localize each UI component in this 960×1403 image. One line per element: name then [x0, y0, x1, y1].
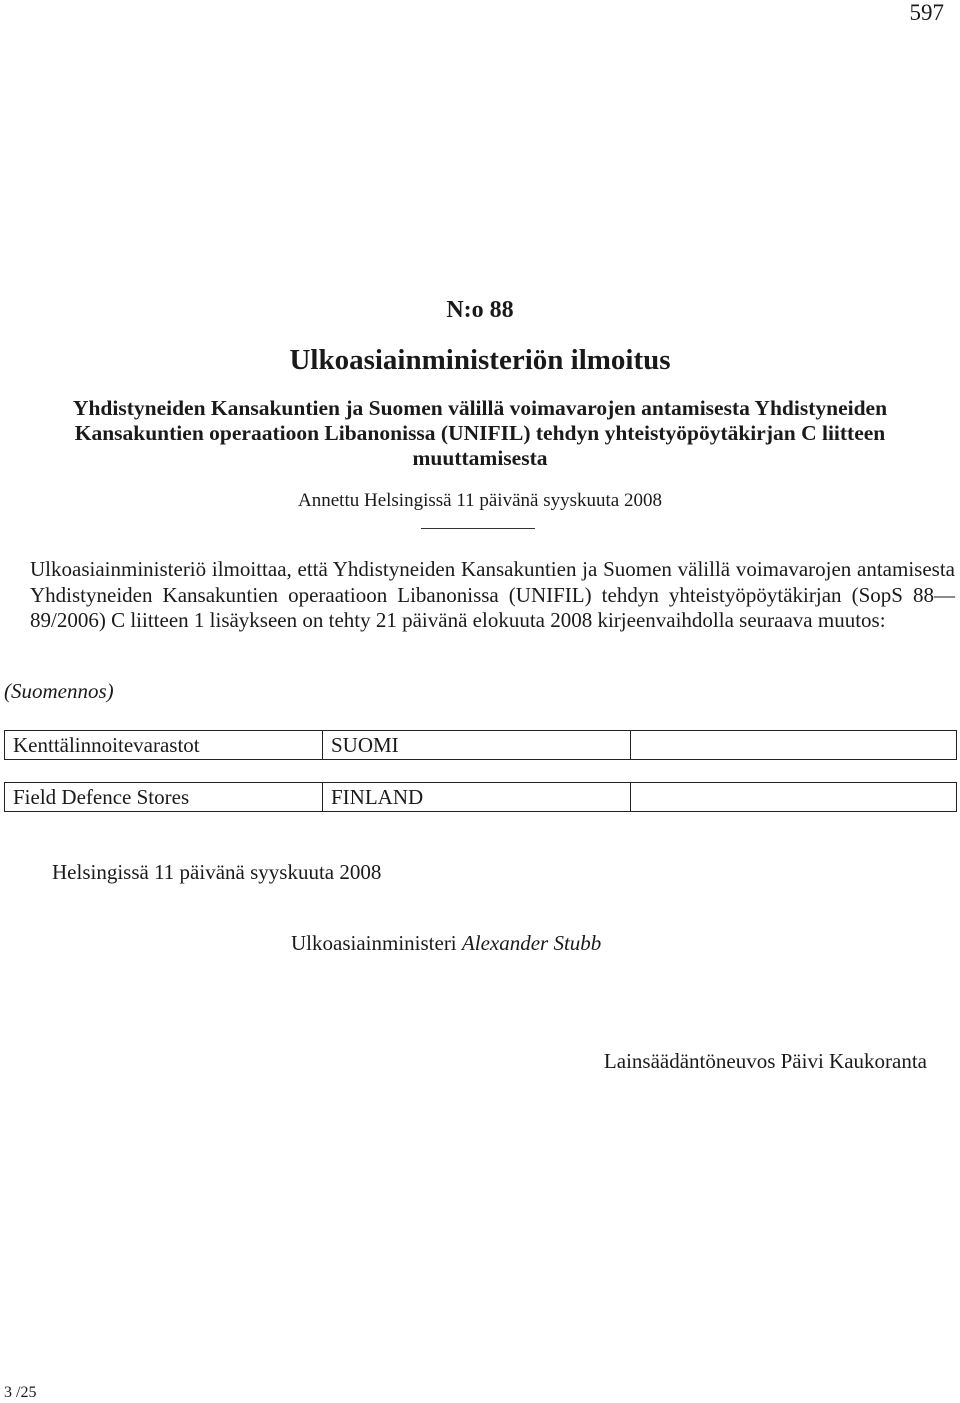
country-cell: FINLAND [323, 782, 631, 812]
table-row [4, 730, 957, 760]
translation-note: (Suomennos) [4, 679, 114, 703]
subtitle-line: muuttamisesta [412, 446, 548, 470]
document-number: N:o 88 [446, 297, 514, 323]
minister-title: Ulkoasiainministeri [291, 931, 457, 955]
country-cell: SUOMI [323, 730, 631, 760]
empty-cell [631, 730, 957, 760]
countersignature: Lainsäädäntöneuvos Päivi Kaukoranta [603, 1049, 927, 1073]
empty-cell [631, 782, 957, 812]
document-subtitle [4, 396, 956, 471]
body-paragraph [4, 557, 955, 634]
stores-table [4, 708, 957, 834]
item-cell: Kenttälinnoitevarastot [4, 730, 323, 760]
page-footer: 3 /25 [4, 1384, 37, 1401]
item-cell: Field Defence Stores [4, 782, 323, 812]
minister-signature [291, 931, 601, 956]
body-paragraph-text: Ulkoasiainministeriö ilmoittaa, että Yhdistyneiden Kansakuntien ja Suomen välillä voimavarojen antamisesta Yhdistyneiden Kansakuntien operaatioon Libanonissa (UNIFIL) tehdyn yhteistyöpöytäkirjan (SopS 88—89/2006) C liitteen 1 lisäykseen on tehty 21 päivänä elokuuta 2008 kirjeenvaihdolla seuraava muutos: [30, 557, 955, 632]
issue-statement: Annettu Helsingissä 11 päivänä syyskuuta 2008 [298, 490, 662, 511]
minister-name: Alexander Stubb [461, 931, 602, 955]
page-number: 597 [909, 0, 944, 25]
document-title: Ulkoasiainministeriön ilmoitus [289, 344, 671, 376]
subtitle-line: Yhdistyneiden Kansakuntien ja Suomen välillä voimavarojen antamisesta Yhdistyneiden [72, 396, 888, 420]
divider [421, 528, 535, 529]
place-date: Helsingissä 11 päivänä syyskuuta 2008 [52, 860, 382, 884]
table-row [4, 782, 957, 812]
subtitle-line: Kansakuntien operaatioon Libanonissa (UNIFIL) tehdyn yhteistyöpöytäkirjan C liitteen [74, 421, 886, 445]
